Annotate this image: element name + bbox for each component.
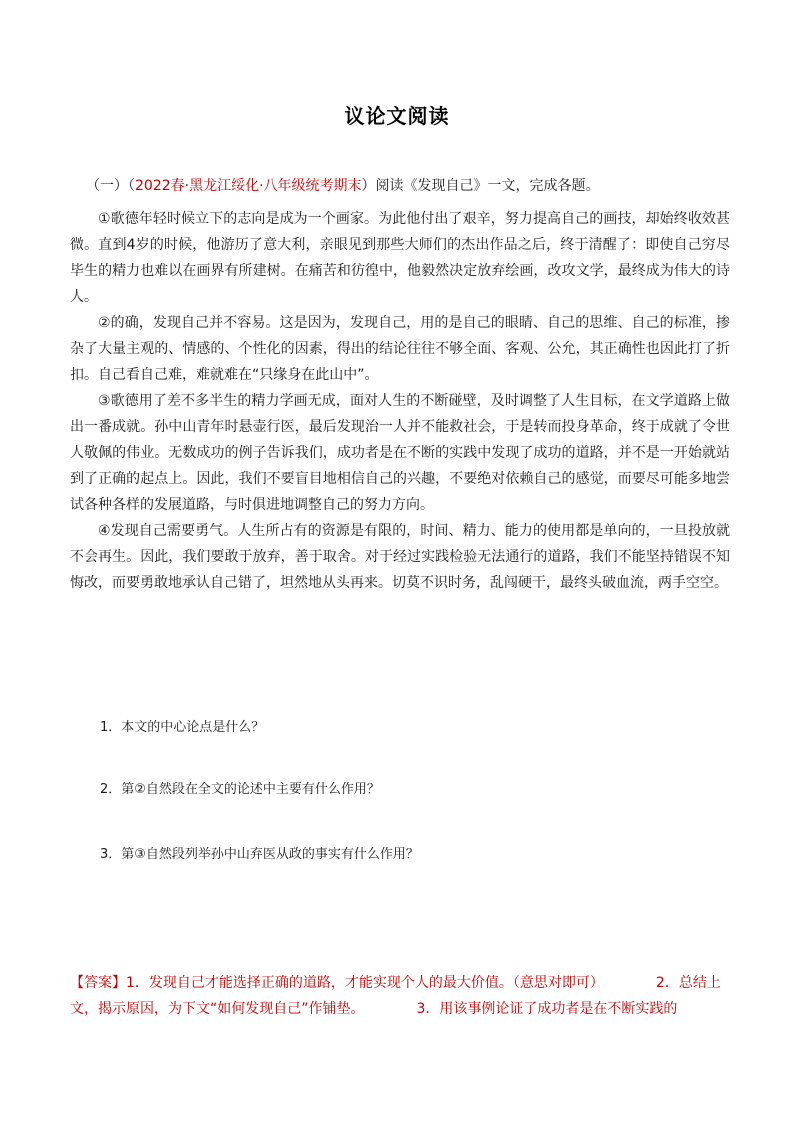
page-title: 议论文阅读 bbox=[344, 104, 450, 128]
answer-tag: 【答案】 bbox=[70, 975, 126, 991]
intro-prefix: （一）（ bbox=[86, 178, 135, 194]
paragraph-3: ③歌德用了差不多半生的精力学画无成，面对人生的不断碰壁，及时调整了人生目标，在文学道路上做出一番成就。孙中山青年时悬壶行医，最后发现治一人并不能救社会，于是转而投身革命，终于成就了令世人敬佩的伟业。无数成功的例子告诉我们，成功者是在不断的实践中发现了成功的道路，并不是一开始就站到了正确的起点上。因此，我们不要盲目地相信自己的兴趣，不要绝对依赖自己的感觉，而要尽可能多地尝试各种各样的发展道路，与时俱进地调整自己的努力方向。 bbox=[70, 393, 730, 513]
paragraph-4: ④发现自己需要勇气。人生所占有的资源是有限的，时间、精力、能力的使用都是单向的，一旦投放就不会再生。因此，我们要敢于放弃，善于取舍。对于经过实践检验无法通行的道路，我们不能坚持错误不知悔改，而要勇敢地承认自己错了，坦然地从头再来。切莫不识时务，乱闯硬干，最终头破血流，两手空空。 bbox=[70, 523, 730, 591]
answer-2: 2．总结上文，揭示原因，为下文“如何发现自己”作铺垫。 bbox=[70, 975, 721, 1017]
article-body bbox=[70, 206, 730, 596]
intro-suffix: ）阅读《发现自己》一文，完成各题。 bbox=[361, 178, 600, 194]
question-1: 1．本文的中心论点是什么？ bbox=[100, 720, 265, 735]
paragraph-2: ②的确，发现自己并不容易。这是因为，发现自己，用的是自己的眼睛、自己的思维、自己的标准，掺杂了大量主观的、情感的、个性化的因素，得出的结论往往不够全面、客观、公允，其正确性也因此打了折扣。自己看自己难，难就难在“只缘身在此山中”。 bbox=[70, 315, 730, 383]
question-3: 3．第③自然段列举孙中山弃医从政的事实有什么作用？ bbox=[100, 847, 419, 862]
answer-3: 3．用该事例论证了成功者是在不断实践的 bbox=[416, 1001, 678, 1017]
paragraph-1: ①歌德年轻时候立下的志向是成为一个画家。为此他付出了艰辛，努力提高自己的画技，却始终收效甚微。直到4岁的时候，他游历了意大利，亲眼见到那些大师们的杰出作品之后，终于清醒了：即使自己穷尽毕生的精力也难以在画界有所建树。在痛苦和彷徨中，他毅然决定放弃绘画，改攻文学，最终成为伟大的诗人。 bbox=[70, 211, 730, 305]
intro-source: 2022春·黑龙江绥化·八年级统考期末 bbox=[135, 178, 362, 194]
question-2: 2．第②自然段在全文的论述中主要有什么作用？ bbox=[100, 782, 380, 797]
question-intro bbox=[86, 176, 726, 196]
answer-1: 1．发现自己才能选择正确的道路，才能实现个人的最大价值。（意思对即可） bbox=[126, 975, 604, 991]
answer-block bbox=[70, 970, 725, 1022]
